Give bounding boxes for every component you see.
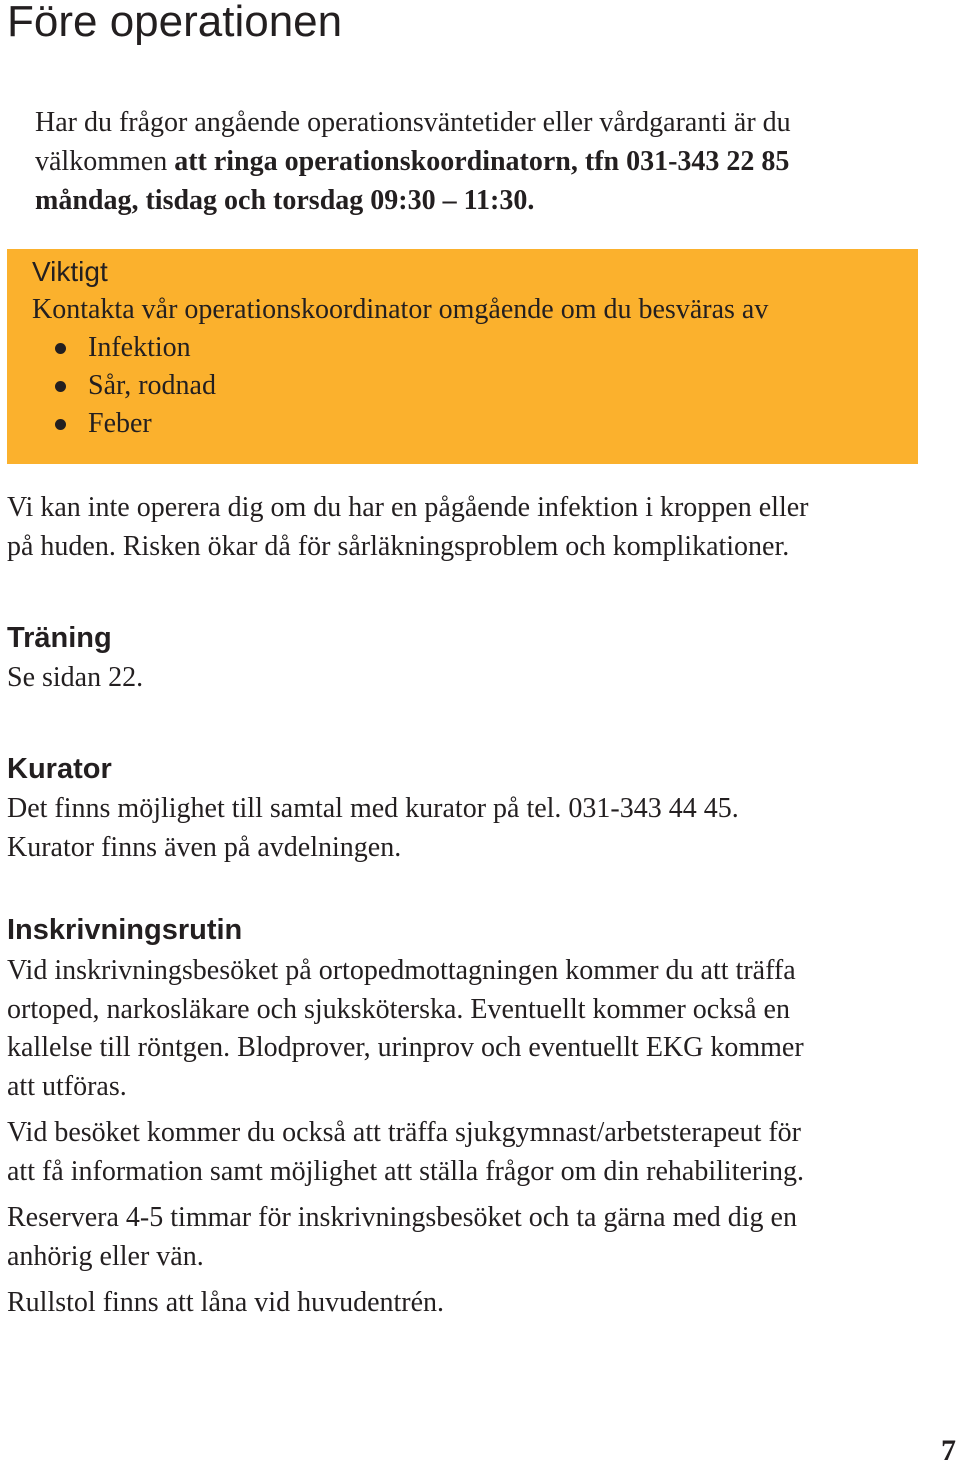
counselor-line-1: Det finns möjlighet till samtal med kurator på tel. 031-343 44 45. [7, 793, 739, 824]
infection-note-line-2: på huden. Risken ökar då för sårläkningsproblem och komplikationer. [7, 530, 790, 562]
admission-p2-line-1: Vid besöket kommer du också att träffa sjukgymnast/arbetsterapeut för [7, 1117, 802, 1148]
admission-paragraph-3 [7, 1199, 947, 1276]
admission-heading: Inskrivningsrutin [7, 914, 243, 946]
symptom-label: Feber [88, 408, 152, 439]
bullet-icon [55, 381, 66, 392]
admission-p1-line-1: Vid inskrivningsbesöket på ortopedmottagningen kommer du att träffa [7, 955, 796, 986]
counselor-line-2: Kurator finns även på avdelningen. [7, 831, 402, 863]
symptom-item [32, 329, 216, 367]
symptom-label: Infektion [88, 332, 191, 363]
infection-note [7, 489, 947, 566]
admission-p3-line-1: Reservera 4-5 timmar för inskrivningsbesöket och ta gärna med dig en [7, 1202, 797, 1233]
page-title: Före operationen [7, 0, 343, 46]
symptom-item [32, 405, 216, 443]
intro-line-1: Har du frågor angående operationsväntetider eller vårdgaranti är du [35, 107, 791, 138]
counselor-text [7, 790, 947, 867]
symptom-label: Sår, rodnad [88, 370, 216, 401]
important-box-title: Viktigt [32, 256, 108, 287]
important-box-text: Kontakta vår operationskoordinator omgående om du besväras av [32, 294, 769, 325]
admission-p1-line-2: ortoped, narkosläkare och sjuksköterska. Eventuellt kommer också en [7, 993, 790, 1025]
intro-line-3-bold: måndag, tisdag och torsdag 09:30 – 11:30. [35, 185, 535, 216]
symptom-list [32, 329, 216, 443]
symptom-item [32, 367, 216, 405]
admission-p2-line-2: att få information samt möjlighet att ställa frågor om din rehabilitering. [7, 1155, 805, 1187]
admission-p1-line-3: kallelse till röntgen. Blodprover, urinprov och eventuellt EKG kommer [7, 1032, 804, 1063]
intro-line-2-bold: att ringa operationskoordinatorn, tfn 031-343 22 85 [174, 146, 790, 177]
intro-paragraph [35, 103, 935, 220]
page-number: 7 [941, 1434, 956, 1467]
bullet-icon [55, 343, 66, 354]
infection-note-line-1: Vi kan inte operera dig om du har en pågående infektion i kroppen eller [7, 492, 809, 523]
admission-paragraph-2 [7, 1114, 947, 1191]
intro-line-2-plain: välkommen [35, 146, 175, 177]
admission-paragraph-4: Rullstol finns att låna vid huvudentrén. [7, 1287, 445, 1318]
admission-paragraph-1 [7, 952, 947, 1106]
admission-p3-line-2: anhörig eller vän. [7, 1240, 204, 1272]
counselor-heading: Kurator [7, 753, 112, 785]
bullet-icon [55, 419, 66, 430]
important-box [7, 249, 918, 464]
training-text: Se sidan 22. [7, 662, 144, 693]
admission-p1-line-4: att utföras. [7, 1070, 127, 1102]
training-heading: Träning [7, 622, 112, 654]
